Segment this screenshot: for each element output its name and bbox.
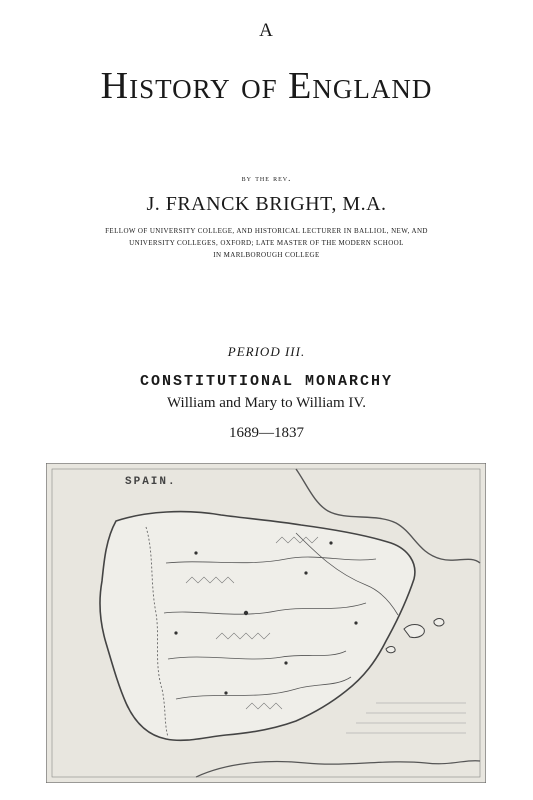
book-title: History of England: [100, 65, 433, 107]
author-affiliation-line-3: IN MARLBOROUGH COLLEGE: [213, 251, 320, 259]
island-minorca: [434, 619, 444, 626]
island-ivica: [386, 647, 395, 653]
spain-map: [46, 463, 486, 783]
subject-heading: CONSTITUTIONAL MONARCHY: [139, 373, 394, 390]
title-article: A: [259, 20, 274, 41]
author-affiliation-line-2: UNIVERSITY COLLEGES, OXFORD; LATE MASTER OF THE MODERN SCHOOL: [129, 239, 404, 247]
reigns-subtitle: William and Mary to William IV.: [166, 395, 367, 411]
by-line: by the rev.: [241, 173, 292, 183]
period-label: PERIOD III.: [227, 344, 306, 359]
author-affiliation-line-1: FELLOW OF UNIVERSITY COLLEGE, AND HISTORICAL LECTURER IN BALLIOL, NEW, AND: [105, 227, 428, 235]
year-range: 1689—1837: [229, 425, 304, 441]
map-label: SPAIN.: [125, 476, 177, 488]
author-name: J. FRANCK BRIGHT, M.A.: [146, 193, 387, 215]
